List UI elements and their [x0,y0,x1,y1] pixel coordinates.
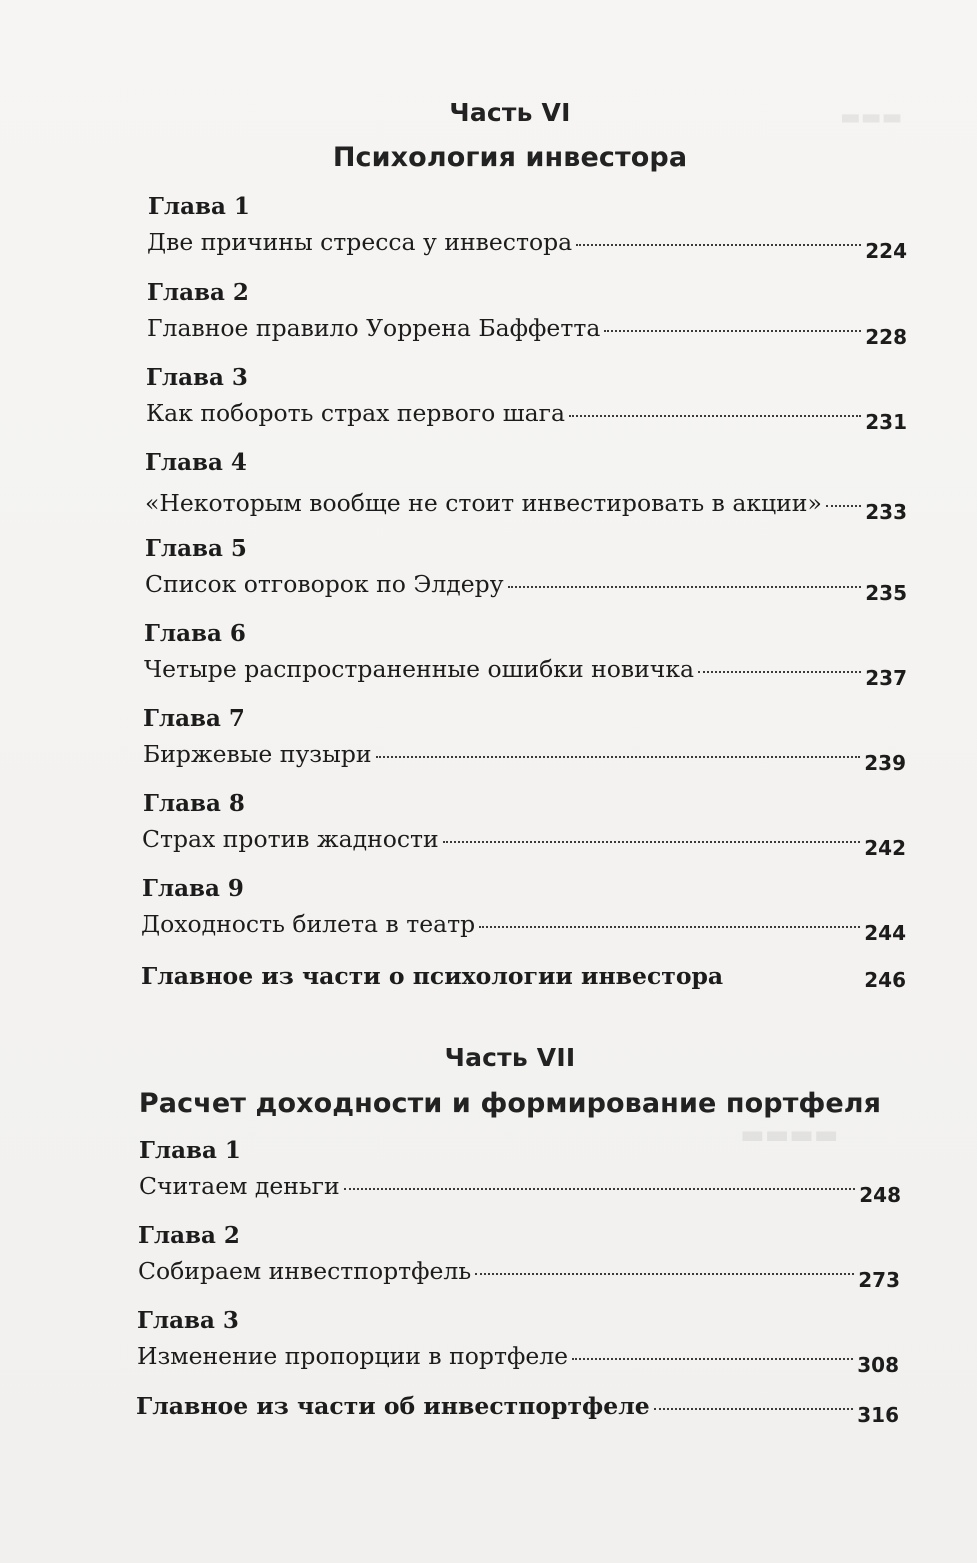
summary-title: Главное из части о психологии инвестора [141,962,724,990]
chapter-title: Биржевые пузыри [143,740,372,768]
page-number: 248 [859,1183,901,1207]
dot-leader [604,330,861,332]
dot-leader [654,1408,854,1410]
dot-leader [479,926,860,928]
page-number: 235 [865,581,907,605]
page-number: 233 [865,500,907,524]
chapter-title: Список отговорок по Элдеру [145,570,504,598]
page-number: 237 [865,666,907,690]
part-6-title: Психология инвестора [332,142,688,173]
toc-entry[interactable] [146,399,907,434]
summary-title: Главное из части об инвестпортфеле [136,1392,650,1420]
dot-leader [475,1273,854,1275]
chapter-label: Глава 8 [143,790,245,817]
dot-leader [572,1358,853,1360]
page-number: 308 [857,1353,899,1377]
chapter-label: Глава 2 [147,279,249,306]
toc-entry[interactable] [147,314,907,349]
page-number: 273 [858,1268,900,1292]
chapter-label: Глава 1 [148,193,250,220]
chapter-title: Страх против жадности [142,825,439,853]
chapter-title: Как побороть страх первого шага [146,399,565,427]
chapter-title: Две причины стресса у инвестора [147,228,573,256]
chapter-title: Изменение пропорции в портфеле [137,1342,569,1370]
chapter-label: Глава 4 [145,449,247,476]
dot-leader [344,1188,856,1190]
page-number: 228 [865,325,907,349]
dot-leader [508,586,862,588]
toc-entry[interactable] [147,228,907,263]
chapter-label: Глава 3 [137,1307,239,1334]
page-number: 231 [865,410,907,434]
dot-leader [576,244,861,246]
toc-entry[interactable] [145,570,907,605]
chapter-title: Считаем деньги [139,1172,340,1200]
chapter-title: Четыре распространенные ошибки новичка [144,655,695,683]
page-number: 239 [864,751,906,775]
page-number: 242 [864,836,906,860]
chapter-label: Глава 7 [143,705,245,732]
dot-leader [826,505,861,507]
spacer [727,978,860,980]
dot-leader [569,415,861,417]
page-number: 246 [864,968,906,992]
page-number: 316 [857,1403,899,1427]
show-through: ▬▬▬▬ [740,1120,839,1150]
chapter-title: Доходность билета в театр [141,910,476,938]
toc-entry[interactable] [141,910,906,945]
part-7-label: Часть VII [444,1043,576,1072]
dot-leader [443,841,861,843]
toc-entry[interactable] [137,1342,899,1377]
page-number: 224 [865,239,907,263]
part-7-title: Расчет доходности и формирование портфеля [138,1088,882,1119]
page-number: 244 [864,921,906,945]
toc-entry[interactable] [138,1257,900,1292]
chapter-label: Глава 6 [144,620,246,647]
show-through: ▬▬▬ [840,105,903,130]
chapter-title: Главное правило Уоррена Баффетта [147,314,601,342]
toc-entry[interactable] [139,1172,901,1207]
dot-leader [376,756,861,758]
chapter-label: Глава 2 [138,1222,240,1249]
toc-summary-entry[interactable] [141,962,906,990]
toc-entry[interactable] [143,740,906,775]
toc-summary-entry[interactable] [136,1392,899,1427]
chapter-label: Глава 9 [142,875,244,902]
chapter-label: Глава 3 [146,364,248,391]
toc-entry[interactable] [145,489,907,524]
chapter-label: Глава 5 [145,535,247,562]
toc-entry[interactable] [144,655,907,690]
chapter-title: «Некоторым вообще не стоит инвестировать в акции» [145,489,822,517]
toc-entry[interactable] [142,825,906,860]
chapter-title: Собираем инвестпортфель [138,1257,472,1285]
chapter-label: Глава 1 [139,1137,241,1164]
part-6-label: Часть VI [449,98,571,127]
dot-leader [698,671,861,673]
